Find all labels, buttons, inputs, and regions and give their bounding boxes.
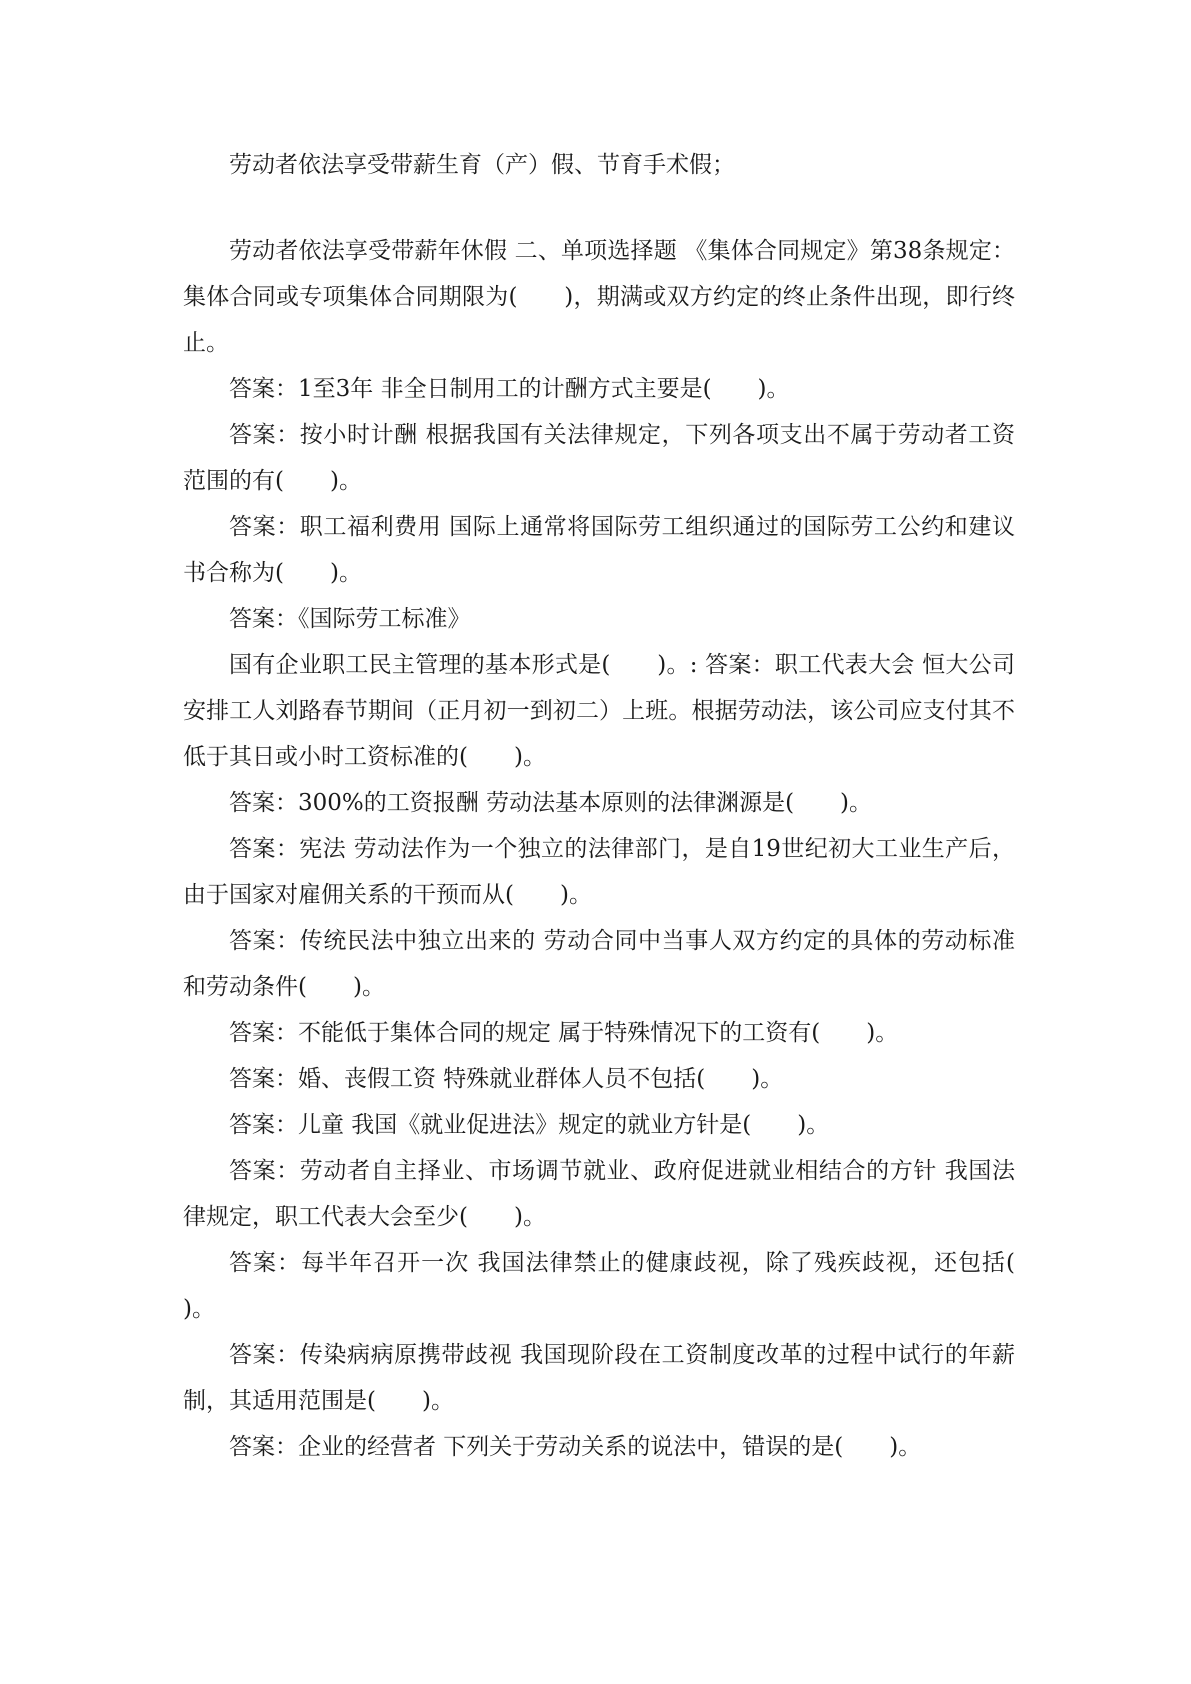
paragraph-11: 答案：不能低于集体合同的规定 属于特殊情况下的工资有( )。 <box>229 1020 899 1046</box>
paragraph-gap <box>183 188 1015 228</box>
paragraph-3: 答案：1至3年 非全日制用工的计酬方式主要是( )。 <box>229 376 790 402</box>
paragraph-9: 答案：宪法 劳动法作为一个独立的法律部门，是自19世纪初大工业生产后，由于国家对雇佣关系的干预而从( )。 <box>183 836 1015 908</box>
paragraph-2: 劳动者依法享受带薪年休假 二、单项选择题 《集体合同规定》第38条规定：集体合同或专项集体合同期限为( )，期满或双方约定的终止条件出现，即行终止。 <box>183 238 1015 356</box>
paragraph-10: 答案：传统民法中独立出来的 劳动合同中当事人双方约定的具体的劳动标准和劳动条件( )。 <box>183 928 1015 1000</box>
paragraph-17: 答案：企业的经营者 下列关于劳动关系的说法中，错误的是( )。 <box>229 1434 922 1460</box>
paragraph-16: 答案：传染病病原携带歧视 我国现阶段在工资制度改革的过程中试行的年薪制，其适用范围是( )。 <box>183 1342 1015 1414</box>
paragraph-13: 答案：儿童 我国《就业促进法》规定的就业方针是( )。 <box>229 1112 830 1138</box>
paragraph-1: 劳动者依法享受带薪生育（产）假、节育手术假； <box>229 152 735 178</box>
paragraph-4: 答案：按小时计酬 根据我国有关法律规定，下列各项支出不属于劳动者工资范围的有( )。 <box>183 422 1015 494</box>
paragraph-6: 答案：《国际劳工标准》 <box>229 606 471 632</box>
paragraph-15: 答案：每半年召开一次 我国法律禁止的健康歧视，除了残疾歧视，还包括( )。 <box>183 1250 1061 1322</box>
paragraph-8: 答案：300%的工资报酬 劳动法基本原则的法律渊源是( )。 <box>229 790 873 816</box>
paragraph-12: 答案：婚、丧假工资 特殊就业群体人员不包括( )。 <box>229 1066 784 1092</box>
paragraph-7: 国有企业职工民主管理的基本形式是( )。: 答案：职工代表大会 恒大公司安排工人刘路春节期间（正月初一到初二）上班。根据劳动法，该公司应支付其不低于其日或小时工资标准的( )。 <box>183 652 1015 770</box>
document-body <box>183 142 1061 1470</box>
paragraph-5: 答案：职工福利费用 国际上通常将国际劳工组织通过的国际劳工公约和建议书合称为( )。 <box>183 514 1015 586</box>
paragraph-14: 答案：劳动者自主择业、市场调节就业、政府促进就业相结合的方针 我国法律规定，职工代表大会至少( )。 <box>183 1158 1015 1230</box>
